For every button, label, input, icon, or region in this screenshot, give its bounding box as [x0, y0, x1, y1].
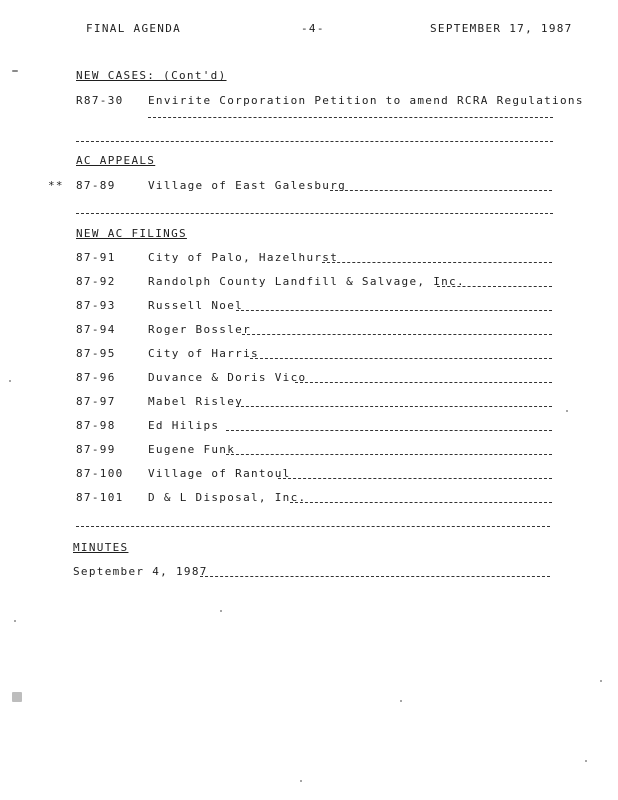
rule-line — [437, 286, 552, 287]
scan-speck — [400, 700, 402, 702]
filing-number: 87-98 — [76, 419, 116, 432]
rule-line — [295, 382, 552, 383]
rule-line — [330, 190, 552, 191]
header-title: FINAL AGENDA — [86, 22, 182, 35]
filing-title: Roger Bossler — [148, 323, 251, 336]
section-new-ac-filings: NEW AC FILINGS — [76, 227, 187, 240]
rule-line — [290, 502, 552, 503]
rule-line — [236, 310, 552, 311]
filing-number: 87-96 — [76, 371, 116, 384]
scan-speck — [12, 70, 18, 72]
rule-line — [242, 334, 552, 335]
section-ac-appeals: AC APPEALS — [76, 154, 156, 167]
rule-line — [226, 430, 552, 431]
scan-speck — [220, 610, 222, 612]
appeal-title: Village of East Galesburg — [148, 179, 347, 192]
header-date: SEPTEMBER 17, 1987 — [430, 22, 573, 35]
scan-speck — [300, 780, 302, 782]
scan-speck — [566, 410, 568, 412]
filing-title: D & L Disposal, Inc. — [148, 491, 307, 504]
filing-number: 87-101 — [76, 491, 124, 504]
rule-line — [76, 141, 553, 142]
filing-title: Ed Hilips — [148, 419, 220, 432]
minutes-date: September 4, 1987 — [73, 565, 208, 578]
filing-title: Mabel Risley — [148, 395, 244, 408]
section-new-cases: NEW CASES: (Cont'd) — [76, 69, 227, 82]
filing-number: 87-99 — [76, 443, 116, 456]
rule-line — [278, 478, 552, 479]
filing-title: Eugene Funk — [148, 443, 236, 456]
section-minutes: MINUTES — [73, 541, 129, 554]
filing-title: Russell Noel — [148, 299, 244, 312]
rule-line — [76, 213, 553, 214]
filing-title: Village of Rantoul — [148, 467, 291, 480]
filing-title: City of Harris — [148, 347, 259, 360]
rule-line — [236, 406, 552, 407]
rule-line — [250, 358, 552, 359]
filing-number: 87-95 — [76, 347, 116, 360]
filing-title: City of Palo, Hazelhurst — [148, 251, 339, 264]
rule-line — [200, 576, 550, 577]
appeal-number: 87-89 — [76, 179, 116, 192]
rule-line — [76, 526, 550, 527]
rule-line — [148, 117, 553, 118]
scan-speck — [585, 760, 587, 762]
filing-number: 87-91 — [76, 251, 116, 264]
rule-line — [226, 454, 552, 455]
filing-number: 87-100 — [76, 467, 124, 480]
case-title: Envirite Corporation Petition to amend RCRA Regulations — [148, 94, 584, 107]
scan-speck — [14, 620, 16, 622]
filing-title: Randolph County Landfill & Salvage, Inc. — [148, 275, 465, 288]
scan-speck — [9, 380, 11, 382]
scan-speck — [12, 692, 22, 702]
filing-number: 87-97 — [76, 395, 116, 408]
page-number: -4- — [301, 22, 325, 35]
appeal-marker: ** — [48, 179, 64, 192]
rule-line — [322, 262, 552, 263]
filing-title: Duvance & Doris Vico — [148, 371, 307, 384]
filing-number: 87-94 — [76, 323, 116, 336]
filing-number: 87-92 — [76, 275, 116, 288]
case-number: R87-30 — [76, 94, 124, 107]
scan-speck — [600, 680, 602, 682]
filing-number: 87-93 — [76, 299, 116, 312]
